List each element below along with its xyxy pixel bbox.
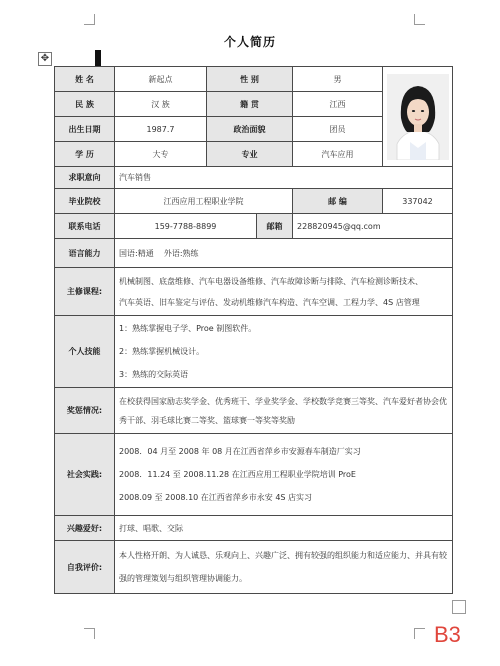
intent-label: 求职意向 [55, 167, 115, 189]
resume-table [54, 66, 453, 594]
practice-value[interactable] [115, 434, 453, 516]
gender-label: 性 别 [207, 67, 293, 92]
postcode-label: 邮 编 [293, 189, 383, 214]
politics-value[interactable]: 团员 [293, 117, 383, 142]
phone-label: 联系电话 [55, 214, 115, 239]
self-eval-label: 自我评价: [55, 541, 115, 594]
table-row [55, 541, 453, 594]
hobbies-label: 兴趣爱好: [55, 516, 115, 541]
table-end-marker [452, 600, 466, 614]
portrait-photo [387, 74, 449, 160]
table-row [55, 189, 453, 214]
education-value[interactable]: 大专 [115, 142, 207, 167]
crop-mark-bottom-left [84, 628, 95, 639]
table-row [55, 67, 453, 92]
postcode-value[interactable]: 337042 [383, 189, 453, 214]
courses-value[interactable] [115, 268, 453, 316]
practice-line: 2008．11.24 至 2008.11.28 在江西应用工程职业学院培训 ProE [119, 470, 356, 479]
awards-line: 秀干部、羽毛球比赛二等奖、篮球赛一等奖等奖励 [119, 415, 295, 425]
table-row [55, 434, 453, 516]
name-value[interactable]: 新起点 [115, 67, 207, 92]
self-eval-line: 本人性格开朗、为人诚恳、乐观向上、兴趣广泛、拥有较强的组织能力和适应能力、并具有较 [119, 551, 447, 560]
awards-line: 在校获得国家励志奖学金、优秀班干、学业奖学金、学校数学竞赛三等奖、汽车爱好者协会优 [119, 396, 447, 406]
self-eval-value[interactable] [115, 541, 453, 594]
table-row [55, 239, 453, 268]
politics-label: 政治面貌 [207, 117, 293, 142]
practice-line: 2008．04 月至 2008 年 08 月在江西省萍乡市安源春车制造厂实习 [119, 447, 361, 456]
major-label: 专业 [207, 142, 293, 167]
self-eval-line: 强的管理策划与组织管理协调能力。 [119, 574, 247, 583]
table-move-handle-icon[interactable]: ✥ [38, 52, 52, 66]
intent-value[interactable]: 汽车销售 [115, 167, 453, 189]
photo-cell [383, 67, 453, 167]
crop-mark-bottom-right [414, 628, 425, 639]
practice-line: 2008.09 至 2008.10 在江西省萍乡市永安 4S 店实习 [119, 493, 313, 502]
courses-line: 机械制图、底盘维修、汽车电器设备维修、汽车故障诊断与排除、汽车检测诊断技术、 [119, 276, 423, 286]
email-value[interactable]: 228820945@qq.com [293, 214, 453, 239]
language-label: 语言能力 [55, 239, 115, 268]
phone-value[interactable]: 159-7788-8899 [115, 214, 257, 239]
courses-line: 汽车英语、旧车鉴定与评估、发动机维修汽车构造、汽车空调、工程力学、4S 店管理 [119, 297, 420, 307]
awards-label: 奖惩情况: [55, 388, 115, 434]
table-row [55, 268, 453, 316]
skills-value[interactable] [115, 316, 453, 388]
origin-label: 籍 贯 [207, 92, 293, 117]
awards-value[interactable] [115, 388, 453, 434]
ethnicity-value[interactable]: 汉 族 [115, 92, 207, 117]
skills-line: 3：熟练的交际英语 [119, 370, 189, 379]
practice-label: 社会实践: [55, 434, 115, 516]
table-row [55, 516, 453, 541]
origin-value[interactable]: 江西 [293, 92, 383, 117]
table-row [55, 167, 453, 189]
corner-label: B3 [434, 622, 461, 647]
skills-line: 2：熟练掌握机械设计。 [119, 347, 205, 356]
gender-value[interactable]: 男 [293, 67, 383, 92]
table-row [55, 316, 453, 388]
education-label: 学 历 [55, 142, 115, 167]
email-label: 邮箱 [257, 214, 293, 239]
school-label: 毕业院校 [55, 189, 115, 214]
language-value[interactable]: 国语:精通 外语:熟练 [115, 239, 453, 268]
birth-value[interactable]: 1987.7 [115, 117, 207, 142]
table-row [55, 388, 453, 434]
courses-label: 主修课程: [55, 268, 115, 316]
text-cursor [95, 50, 101, 66]
hobbies-value[interactable]: 打球、唱歌、交际 [115, 516, 453, 541]
skills-label: 个人技能 [55, 316, 115, 388]
crop-mark-top-right [414, 14, 425, 25]
major-value[interactable]: 汽车应用 [293, 142, 383, 167]
skills-line: 1：熟练掌握电子学、Proe 制图软件。 [119, 324, 257, 333]
ethnicity-label: 民 族 [55, 92, 115, 117]
table-row [55, 214, 453, 239]
name-label: 姓 名 [55, 67, 115, 92]
birth-label: 出生日期 [55, 117, 115, 142]
crop-mark-top-left [84, 14, 95, 25]
page-title: 个人简历 [223, 35, 276, 49]
school-value[interactable]: 江西应用工程职业学院 [115, 189, 293, 214]
